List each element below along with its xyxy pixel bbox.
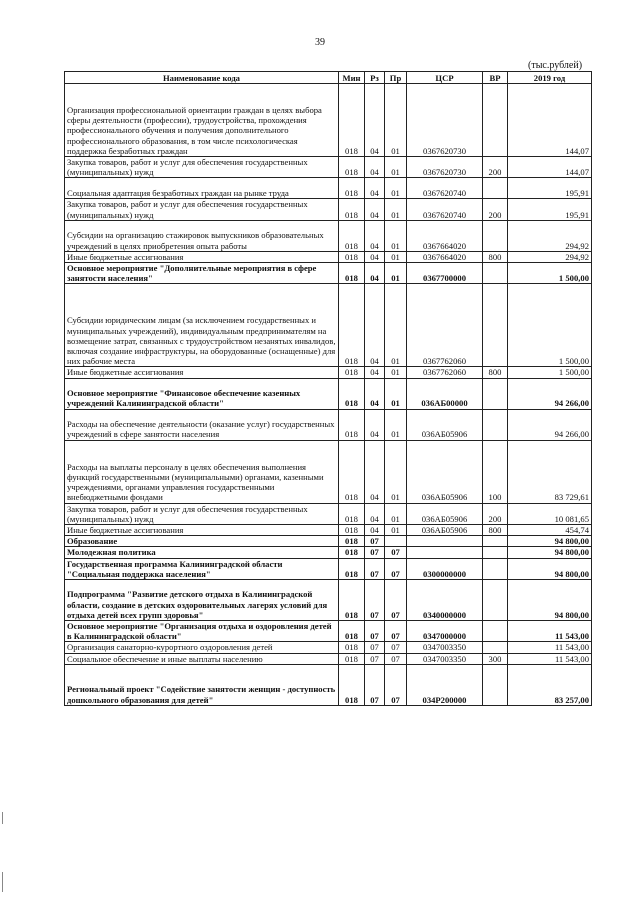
cell-name: Закупка товаров, работ и услуг для обеспечения государственных (муниципальных) нужд (65, 503, 339, 524)
cell-vr (483, 409, 508, 440)
table-row (65, 536, 592, 547)
cell-min: 018 (339, 263, 365, 284)
header-vr: ВР (483, 72, 508, 84)
cell-pr: 01 (385, 178, 407, 199)
cell-vr (483, 178, 508, 199)
cell-csr: 036АБ05906 (407, 525, 483, 536)
cell-min: 018 (339, 199, 365, 220)
cell-csr: 0367620740 (407, 178, 483, 199)
cell-csr: 0367700000 (407, 263, 483, 284)
cell-pr: 01 (385, 409, 407, 440)
cell-vr: 200 (483, 157, 508, 178)
table-row (65, 409, 592, 440)
cell-pr: 07 (385, 580, 407, 621)
cell-name: Субсидии юридическим лицам (за исключением государственных и муниципальных учреждений), индивидуальным предпринимателям на возмещение затрат, связанных с трудоустройством незанятых инвалидов, включая создание инфраструктуры, на оборудованные (оснащенные) для них рабочие места (65, 284, 339, 367)
cell-min: 018 (339, 536, 365, 547)
cell-vr (483, 580, 508, 621)
cell-amount: 144,07 (508, 157, 592, 178)
cell-pr: 01 (385, 157, 407, 178)
cell-vr (483, 558, 508, 579)
cell-rz: 04 (365, 525, 385, 536)
table-row (65, 653, 592, 664)
table-row (65, 84, 592, 157)
cell-vr (483, 642, 508, 653)
cell-pr (385, 536, 407, 547)
units-label: (тыс.рублей) (528, 60, 583, 71)
cell-min: 018 (339, 580, 365, 621)
cell-name: Молодежная политика (65, 547, 339, 558)
cell-amount: 10 081,65 (508, 503, 592, 524)
cell-amount: 94 800,00 (508, 547, 592, 558)
cell-min: 018 (339, 284, 365, 367)
header-rz: Рз (365, 72, 385, 84)
cell-min: 018 (339, 440, 365, 503)
table-row (65, 378, 592, 409)
table-row (65, 367, 592, 378)
cell-vr: 800 (483, 367, 508, 378)
cell-min: 018 (339, 503, 365, 524)
cell-name: Расходы на обеспечение деятельности (оказание услуг) государственных учреждений в сфере занятости населения (65, 409, 339, 440)
cell-min: 018 (339, 367, 365, 378)
table-row (65, 664, 592, 705)
cell-amount: 454,74 (508, 525, 592, 536)
page-number: 39 (315, 37, 325, 48)
table-row (65, 263, 592, 284)
cell-vr (483, 220, 508, 251)
cell-amount: 294,92 (508, 220, 592, 251)
cell-min: 018 (339, 378, 365, 409)
cell-pr: 01 (385, 199, 407, 220)
cell-amount: 11 543,00 (508, 642, 592, 653)
header-name: Наименование кода (65, 72, 339, 84)
cell-amount: 83 729,61 (508, 440, 592, 503)
cell-vr: 800 (483, 525, 508, 536)
cell-name: Основное мероприятие "Финансовое обеспечение казенных учреждений Калининградской области" (65, 378, 339, 409)
cell-amount: 144,07 (508, 84, 592, 157)
table-row (65, 220, 592, 251)
cell-min: 018 (339, 547, 365, 558)
cell-amount: 1 500,00 (508, 367, 592, 378)
cell-csr: 0367762060 (407, 367, 483, 378)
cell-vr (483, 664, 508, 705)
table-row (65, 440, 592, 503)
table-row (65, 642, 592, 653)
cell-name: Иные бюджетные ассигнования (65, 251, 339, 262)
cell-min: 018 (339, 409, 365, 440)
cell-csr: 0347003350 (407, 653, 483, 664)
margin-mark (2, 812, 3, 824)
cell-csr (407, 547, 483, 558)
cell-min: 018 (339, 653, 365, 664)
cell-name: Иные бюджетные ассигнования (65, 525, 339, 536)
budget-table (64, 71, 592, 706)
cell-vr (483, 378, 508, 409)
cell-csr: 0367620730 (407, 157, 483, 178)
cell-csr: 036АБ00000 (407, 378, 483, 409)
cell-name: Иные бюджетные ассигнования (65, 367, 339, 378)
cell-csr: 0367620730 (407, 84, 483, 157)
cell-name: Закупка товаров, работ и услуг для обеспечения государственных (муниципальных) нужд (65, 199, 339, 220)
cell-name: Субсидии на организацию стажировок выпускников образовательных учреждений в целях приобретения опыта работы (65, 220, 339, 251)
table-row (65, 558, 592, 579)
cell-pr: 07 (385, 621, 407, 642)
cell-vr (483, 621, 508, 642)
cell-name: Социальная адаптация безработных граждан на рынке труда (65, 178, 339, 199)
cell-csr: 036АБ05906 (407, 503, 483, 524)
cell-csr: 0367620740 (407, 199, 483, 220)
cell-vr: 200 (483, 199, 508, 220)
cell-amount: 94 266,00 (508, 409, 592, 440)
cell-vr: 300 (483, 653, 508, 664)
cell-rz: 07 (365, 536, 385, 547)
cell-rz: 04 (365, 157, 385, 178)
cell-min: 018 (339, 220, 365, 251)
cell-pr: 01 (385, 220, 407, 251)
cell-rz: 04 (365, 84, 385, 157)
cell-rz: 04 (365, 367, 385, 378)
cell-amount: 94 800,00 (508, 580, 592, 621)
table-row (65, 251, 592, 262)
cell-amount: 11 543,00 (508, 621, 592, 642)
header-pr: Пр (385, 72, 407, 84)
cell-amount: 11 543,00 (508, 653, 592, 664)
cell-rz: 04 (365, 199, 385, 220)
cell-name: Региональный проект "Содействие занятости женщин - доступность дошкольного образования для детей" (65, 664, 339, 705)
cell-min: 018 (339, 525, 365, 536)
cell-rz: 04 (365, 178, 385, 199)
table-row (65, 284, 592, 367)
cell-amount: 94 800,00 (508, 536, 592, 547)
cell-amount: 1 500,00 (508, 284, 592, 367)
table-row (65, 503, 592, 524)
cell-csr: 0340000000 (407, 580, 483, 621)
table-row (65, 178, 592, 199)
cell-rz: 07 (365, 558, 385, 579)
cell-min: 018 (339, 178, 365, 199)
cell-pr: 01 (385, 284, 407, 367)
cell-csr: 0347003350 (407, 642, 483, 653)
cell-pr: 01 (385, 84, 407, 157)
cell-pr: 01 (385, 378, 407, 409)
cell-amount: 83 257,00 (508, 664, 592, 705)
cell-amount: 195,91 (508, 178, 592, 199)
cell-csr: 0367664020 (407, 251, 483, 262)
cell-pr: 01 (385, 263, 407, 284)
cell-csr: 036АБ05906 (407, 440, 483, 503)
cell-vr (483, 84, 508, 157)
cell-min: 018 (339, 251, 365, 262)
cell-rz: 04 (365, 440, 385, 503)
header-min: Мин (339, 72, 365, 84)
margin-mark (2, 872, 3, 892)
cell-pr: 01 (385, 440, 407, 503)
cell-pr: 07 (385, 642, 407, 653)
cell-name: Образование (65, 536, 339, 547)
cell-csr: 036АБ05906 (407, 409, 483, 440)
cell-csr: 0300000000 (407, 558, 483, 579)
cell-min: 018 (339, 558, 365, 579)
cell-rz: 07 (365, 621, 385, 642)
header-year: 2019 год (508, 72, 592, 84)
cell-vr (483, 284, 508, 367)
cell-pr: 07 (385, 653, 407, 664)
table-header-row (65, 72, 592, 84)
table-row (65, 621, 592, 642)
cell-vr: 100 (483, 440, 508, 503)
cell-rz: 04 (365, 378, 385, 409)
cell-name: Организация санаторно-курортного оздоровления детей (65, 642, 339, 653)
cell-vr: 800 (483, 251, 508, 262)
cell-name: Организация профессиональной ориентации граждан в целях выбора сферы деятельности (профессии), трудоустройства, прохождения профессионального обучения и получения дополнительного профессионального образования, в том числе психологическая поддержка безработных граждан (65, 84, 339, 157)
cell-min: 018 (339, 642, 365, 653)
cell-rz: 07 (365, 642, 385, 653)
cell-pr: 01 (385, 525, 407, 536)
cell-rz: 07 (365, 664, 385, 705)
cell-name: Социальное обеспечение и иные выплаты населению (65, 653, 339, 664)
cell-rz: 04 (365, 220, 385, 251)
cell-amount: 195,91 (508, 199, 592, 220)
cell-amount: 1 500,00 (508, 263, 592, 284)
cell-csr (407, 536, 483, 547)
cell-min: 018 (339, 621, 365, 642)
cell-min: 018 (339, 157, 365, 178)
cell-name: Государственная программа Калининградской области "Социальная поддержка населения" (65, 558, 339, 579)
cell-vr (483, 536, 508, 547)
cell-rz: 07 (365, 653, 385, 664)
table-row (65, 157, 592, 178)
cell-vr: 200 (483, 503, 508, 524)
cell-name: Основное мероприятие "Организация отдыха и оздоровления детей в Калининградской области" (65, 621, 339, 642)
cell-csr: 0347000000 (407, 621, 483, 642)
cell-rz: 04 (365, 409, 385, 440)
cell-pr: 01 (385, 251, 407, 262)
cell-pr: 01 (385, 367, 407, 378)
table-row (65, 525, 592, 536)
table-row (65, 580, 592, 621)
cell-vr (483, 547, 508, 558)
cell-rz: 07 (365, 580, 385, 621)
cell-pr: 07 (385, 558, 407, 579)
cell-rz: 04 (365, 263, 385, 284)
cell-rz: 04 (365, 251, 385, 262)
cell-pr: 07 (385, 664, 407, 705)
cell-name: Закупка товаров, работ и услуг для обеспечения государственных (муниципальных) нужд (65, 157, 339, 178)
cell-csr: 0367664020 (407, 220, 483, 251)
cell-rz: 04 (365, 284, 385, 367)
cell-rz: 04 (365, 503, 385, 524)
cell-csr: 034Р200000 (407, 664, 483, 705)
cell-vr (483, 263, 508, 284)
cell-rz: 07 (365, 547, 385, 558)
cell-name: Основное мероприятие "Дополнительные мероприятия в сфере занятости населения" (65, 263, 339, 284)
cell-pr: 07 (385, 547, 407, 558)
cell-csr: 0367762060 (407, 284, 483, 367)
cell-amount: 94 800,00 (508, 558, 592, 579)
cell-amount: 94 266,00 (508, 378, 592, 409)
table-row (65, 199, 592, 220)
cell-min: 018 (339, 84, 365, 157)
cell-name: Подпрограмма "Развитие детского отдыха в Калининградской области, создание в детских оздоровительных лагерях условий для отдыха детей всех групп здоровья" (65, 580, 339, 621)
header-csr: ЦСР (407, 72, 483, 84)
table-row (65, 547, 592, 558)
cell-name: Расходы на выплаты персоналу в целях обеспечения выполнения функций государственными (муниципальными) органами, казенными учреждениями, органами управления государственными внебюджетными фондами (65, 440, 339, 503)
cell-min: 018 (339, 664, 365, 705)
cell-pr: 01 (385, 503, 407, 524)
cell-amount: 294,92 (508, 251, 592, 262)
